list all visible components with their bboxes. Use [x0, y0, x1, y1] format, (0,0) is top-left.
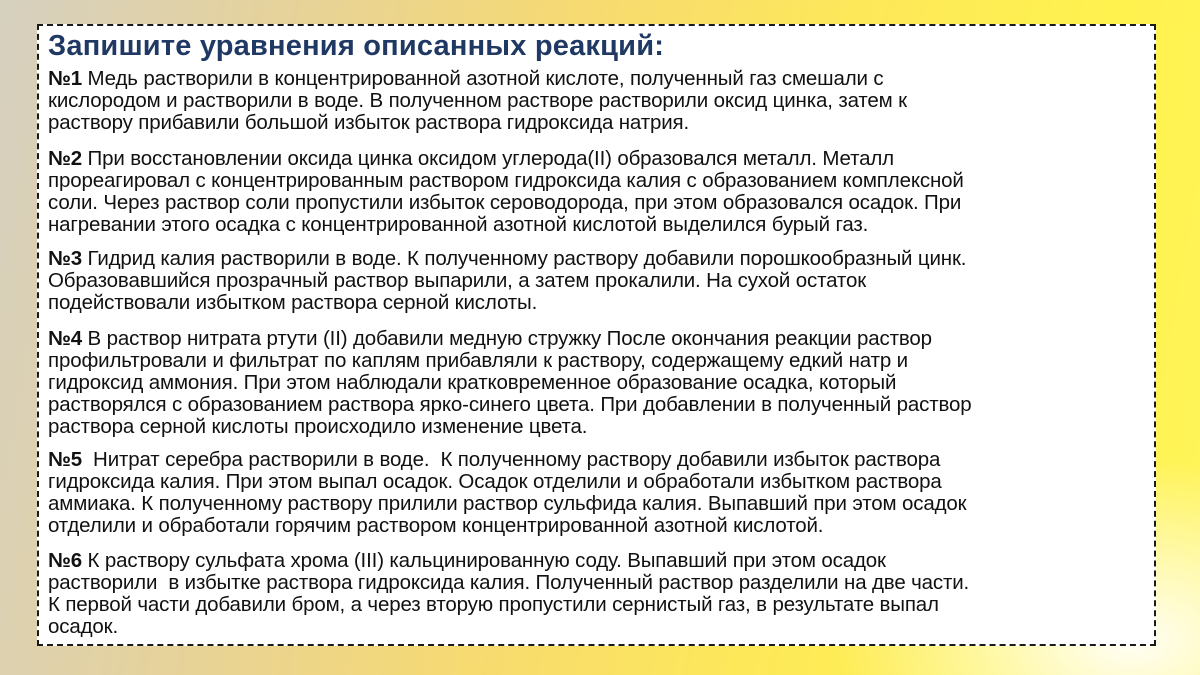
task-line: отделили и обработали горячим раствором концентрированной азотной кислотой.: [48, 514, 824, 537]
task-line: гидроксида калия. При этом выпал осадок. Осадок отделили и обработали избытком раствора: [48, 470, 942, 493]
task-number: №6: [48, 549, 82, 572]
task-line: аммиака. К полученному раствору прилили раствор сульфида калия. Выпавший при этом осадок: [48, 492, 967, 515]
tasks-panel: [37, 24, 1156, 646]
task-line: раствору прибавили большой избыток раствора гидроксида натрия.: [48, 111, 690, 134]
task-line: №5 Нитрат серебра растворили в воде. К полученному раствору добавили избыток раствора: [48, 448, 941, 471]
task-line: прореагировал с концентрированным раствором гидроксида калия с образованием комплексной: [48, 169, 964, 192]
task-5: [48, 449, 1148, 537]
task-line: растворили в избытке раствора гидроксида калия. Полученный раствор разделили на две части.: [48, 571, 970, 594]
task-line: №3 Гидрид калия растворили в воде. К полученному раствору добавили порошкообразный цинк.: [48, 247, 967, 270]
task-line: №1 Медь растворили в концентрированной азотной кислоте, полученный газ смешали с: [48, 67, 884, 90]
task-line: гидроксид аммония. При этом наблюдали кратковременное образование осадка, который: [48, 371, 897, 394]
task-line: соли. Через раствор соли пропустили избыток сероводорода, при этом образовался осадок. При: [48, 191, 962, 214]
task-1: [48, 68, 1148, 134]
task-line: кислородом и растворили в воде. В полученном растворе растворили оксид цинка, затем к: [48, 89, 907, 112]
task-2: [48, 148, 1148, 236]
task-line: раствора серной кислоты происходило изменение цвета.: [48, 415, 588, 438]
task-line: подействовали избытком раствора серной кислоты.: [48, 291, 538, 314]
task-line: №6 К раствору сульфата хрома (III) кальцинированную соду. Выпавший при этом осадок: [48, 549, 886, 572]
task-number: №1: [48, 67, 82, 90]
task-line: растворялся с образованием раствора ярко-синего цвета. При добавлении в полученный раствор: [48, 393, 972, 416]
task-3: [48, 248, 1148, 314]
task-number: №3: [48, 247, 82, 270]
task-number: №5: [48, 448, 82, 471]
slide-title: Запишите уравнения описанных реакций:: [48, 30, 665, 62]
task-line: Образовавшийся прозрачный раствор выпарили, а затем прокалили. На сухой остаток: [48, 269, 867, 292]
task-number: №4: [48, 327, 82, 350]
task-line: №4 В раствор нитрата ртути (II) добавили медную стружку После окончания реакции раствор: [48, 327, 932, 350]
task-line: К первой части добавили бром, а через вторую пропустили сернистый газ, в результате выпал: [48, 593, 939, 616]
task-line: профильтровали и фильтрат по каплям прибавляли к раствору, содержащему едкий натр и: [48, 349, 908, 372]
task-line: осадок.: [48, 615, 119, 638]
task-6: [48, 550, 1148, 638]
task-line: нагревании этого осадка с концентрированной азотной кислотой выделился бурый газ.: [48, 213, 869, 236]
task-number: №2: [48, 147, 82, 170]
task-4: [48, 328, 1148, 438]
task-line: №2 При восстановлении оксида цинка оксидом углерода(II) образовался металл. Металл: [48, 147, 894, 170]
